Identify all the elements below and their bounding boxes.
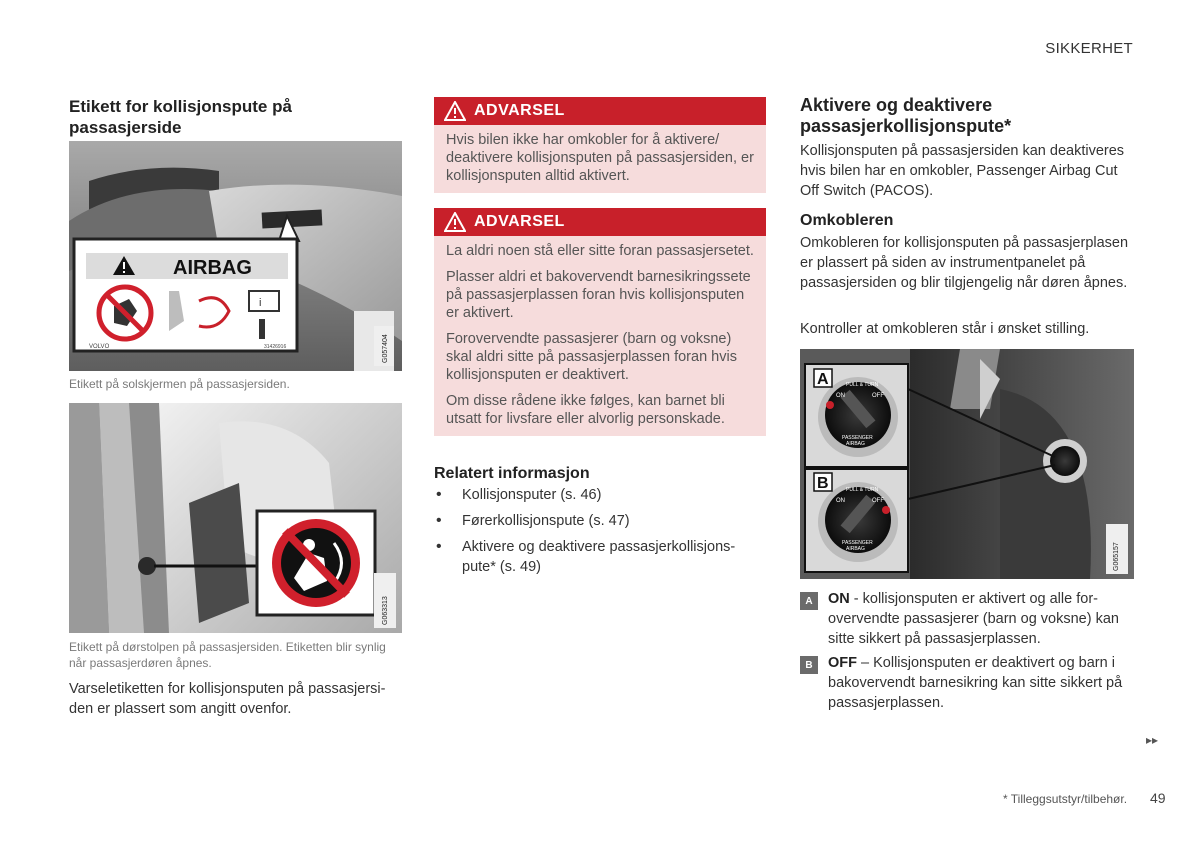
related-link[interactable]: • Aktivere og deaktivere passasjerkollisjonspute* (s. 49)	[434, 537, 754, 577]
legend-text-off	[828, 653, 1128, 713]
warning-body-1	[434, 125, 766, 193]
legend-term-on: ON	[828, 591, 850, 607]
warning-paragraph: La aldri noen stå eller sitte foran passasjersetet.	[446, 243, 754, 259]
warning-box-1	[434, 97, 766, 193]
door-pillar-label-image	[69, 403, 402, 633]
badge-b: B	[800, 656, 818, 674]
warning-body-2	[434, 236, 766, 436]
legend-term-off: OFF	[828, 655, 857, 671]
inset-a-label: A	[817, 371, 829, 388]
sun-visor-photo	[69, 141, 402, 371]
badge-a: A	[800, 592, 818, 610]
right-title: Aktivere og deaktivere passasjerkollisjonspute*	[800, 95, 1012, 136]
caption-door-pillar: Etikett på dørstolpen på passasjersiden. Etiketten blir synlig når passasjerdøren åpnes.	[69, 640, 386, 670]
warning-title-2: ADVARSEL	[474, 213, 565, 230]
warning-paragraph: Hvis bilen ikke har omkobler for å aktivere/ deaktivere kollisjonsputen på passasjersiden, er kollisjonsputen alltid aktivert.	[446, 132, 754, 184]
legend-item-off	[800, 653, 1128, 713]
warning-triangle-icon	[444, 101, 466, 121]
svg-text:OFF: OFF	[872, 498, 884, 504]
right-subtitle: Omkobleren	[800, 212, 894, 229]
legend-desc-on: - kollisjonsputen er aktivert og alle forovervendte passasjerer (barn og voksne) kan sitte sikkert på passasjerplassen.	[828, 591, 1119, 647]
knob-bottom-label-1: PASSENGER	[842, 435, 873, 441]
image-code: G057404	[382, 334, 389, 363]
door-pillar-photo	[69, 403, 402, 633]
pacos-switch-image	[800, 349, 1134, 579]
warning-triangle-icon	[444, 212, 466, 232]
inset-b-label: B	[817, 475, 829, 492]
knob-on-label: ON	[836, 393, 845, 399]
warning-paragraph: Forovervendte passasjerer (barn og voksne) skal aldri sitte på passasjerplassen foran hvis kollisjonsputen er deaktivert.	[446, 331, 737, 383]
legend-desc-off: – Kollisjonsputen er deaktivert og barn i bakovervendt barnesikring kan sitte sikkert på passasjerplassen.	[828, 655, 1123, 711]
related-title: Relatert informasjon	[434, 465, 590, 482]
caption-sun-visor: Etikett på solskjermen på passasjersiden.	[69, 377, 290, 391]
svg-text:i: i	[259, 297, 262, 309]
right-para-1: Omkobleren for kollisjonsputen på passasjerplasen er plassert på siden av instrumentpanelet på passasjersiden og blir tilgjengelig når døren åpnes.	[800, 235, 1129, 291]
warning-header-2	[434, 208, 766, 236]
right-para-2: Kontroller at omkobleren står i ønsket stilling.	[800, 321, 1090, 337]
label-code: 31426916	[264, 344, 287, 350]
left-body-text: Varseletiketten for kollisjonsputen på passasjersiden er plassert som angitt ovenfor.	[69, 681, 386, 717]
related-link[interactable]: • Førerkollisjonspute (s. 47)	[434, 511, 754, 531]
warning-paragraph: Om disse rådene ikke følges, kan barnet bli utsatt for livsfare eller alvorlig personskade.	[446, 393, 725, 427]
svg-text:ON: ON	[836, 498, 845, 504]
label-word: AIRBAG	[173, 257, 252, 279]
pacos-switch-photo	[800, 349, 1134, 579]
svg-text:PASSENGER: PASSENGER	[842, 540, 873, 546]
section-header: SIKKERHET	[1045, 40, 1133, 57]
image-code-2: G063313	[382, 596, 389, 625]
warning-paragraph: Plasser aldri et bakovervendt barnesikringssete på passasjerplassen foran hvis kollisjonsputen er aktivert.	[446, 269, 751, 321]
legend-item-on	[800, 589, 1128, 649]
image-code-3: G065157	[1113, 542, 1120, 571]
left-title: Etikett for kollisjonspute på passasjerside	[69, 97, 292, 137]
knob-bottom-label-2: AIRBAG	[846, 441, 865, 447]
warning-box-2	[434, 208, 766, 436]
warning-title-1: ADVARSEL	[474, 102, 565, 119]
svg-text:PULL & TURN: PULL & TURN	[846, 487, 879, 493]
knob-top-label: PULL & TURN	[846, 382, 879, 388]
legend-text-on	[828, 589, 1128, 649]
footnote: * Tilleggsutstyr/tilbehør.	[1003, 792, 1128, 806]
label-brand: VOLVO	[89, 344, 110, 350]
sun-visor-label-image	[69, 141, 402, 371]
continue-arrows-icon: ▸▸	[1146, 733, 1159, 747]
page-number: 49	[1150, 790, 1166, 806]
related-link[interactable]: • Kollisjonsputer (s. 46)	[434, 485, 754, 505]
related-list	[434, 485, 754, 583]
warning-header-1	[434, 97, 766, 125]
knob-off-label: OFF	[872, 393, 884, 399]
right-intro: Kollisjonsputen på passasjersiden kan deaktiveres hvis bilen har en omkobler, Passenger Airbag Cut Off Switch (PACOS).	[800, 143, 1125, 199]
svg-text:AIRBAG: AIRBAG	[846, 546, 865, 552]
